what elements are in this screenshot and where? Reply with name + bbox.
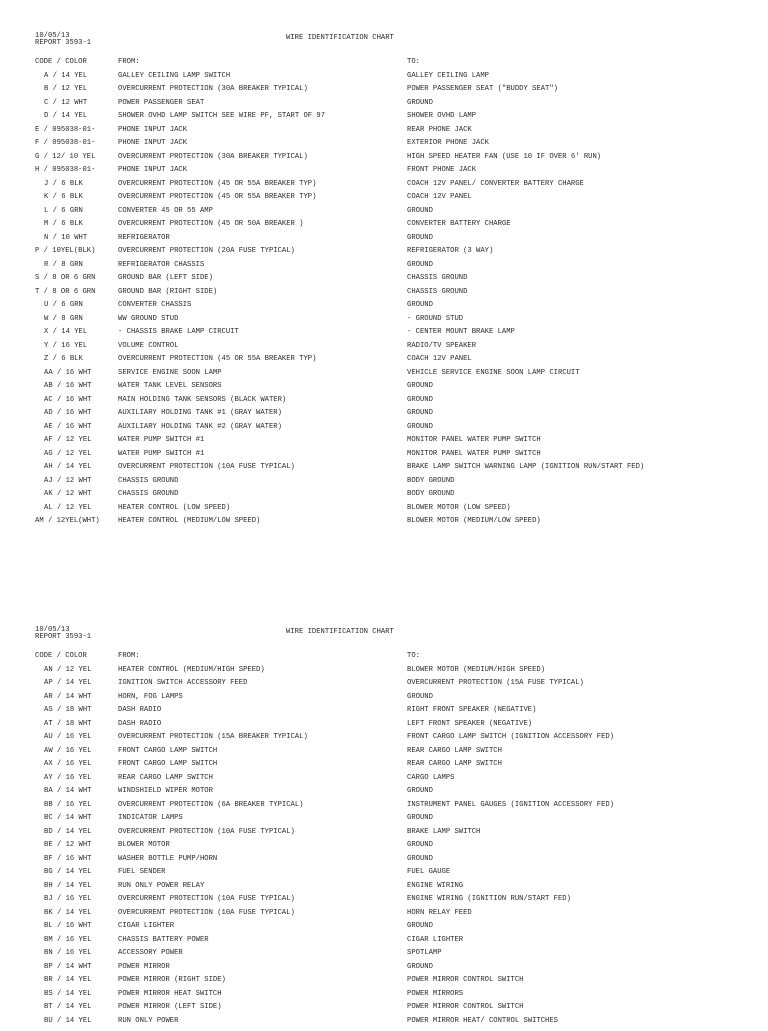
table-row bbox=[0, 194, 768, 208]
wire-from: FRONT CARGO LAMP SWITCH bbox=[118, 748, 217, 755]
wire-to: COACH 12V PANEL bbox=[407, 194, 472, 201]
wire-code: AR / 14 WHT bbox=[44, 694, 91, 701]
wire-code: D / 14 YEL bbox=[44, 113, 87, 120]
wire-from: OVERCURRENT PROTECTION (10A FUSE TYPICAL) bbox=[118, 829, 295, 836]
column-header-from: FROM: bbox=[118, 59, 140, 66]
table-row bbox=[0, 100, 768, 114]
wire-from: POWER MIRROR (LEFT SIDE) bbox=[118, 1004, 222, 1011]
wire-from: DASH RADIO bbox=[118, 707, 161, 714]
wire-to: MONITOR PANEL WATER PUMP SWITCH bbox=[407, 451, 541, 458]
wire-code: AY / 16 YEL bbox=[44, 775, 91, 782]
wire-to: REAR CARGO LAMP SWITCH bbox=[407, 761, 502, 768]
wire-code: R / 8 GRN bbox=[44, 262, 83, 269]
wire-to: BRAKE LAMP SWITCH bbox=[407, 829, 480, 836]
wire-from: RUN ONLY POWER RELAY bbox=[118, 883, 204, 890]
table-row bbox=[0, 734, 768, 748]
wire-to: INSTRUMENT PANEL GAUGES (IGNITION ACCESSORY FED) bbox=[407, 802, 614, 809]
wire-from: CONVERTER CHASSIS bbox=[118, 302, 191, 309]
table-row bbox=[0, 248, 768, 262]
wire-from: CHASSIS GROUND bbox=[118, 478, 178, 485]
wire-code: W / 8 GRN bbox=[44, 316, 83, 323]
wire-code: Y / 16 YEL bbox=[44, 343, 87, 350]
table-row bbox=[0, 383, 768, 397]
table-row bbox=[0, 505, 768, 519]
wire-from: POWER MIRROR bbox=[118, 964, 170, 971]
wire-code: BP / 14 WHT bbox=[44, 964, 91, 971]
wire-to: SPOTLAMP bbox=[407, 950, 442, 957]
table-row bbox=[0, 491, 768, 505]
wire-to: BODY GROUND bbox=[407, 478, 454, 485]
wire-code: BU / 14 YEL bbox=[44, 1018, 91, 1025]
wire-to: POWER MIRRORS bbox=[407, 991, 463, 998]
wire-code: BH / 14 YEL bbox=[44, 883, 91, 890]
wire-from: AUXILIARY HOLDING TANK #2 (GRAY WATER) bbox=[118, 424, 282, 431]
wire-from: OVERCURRENT PROTECTION (6A BREAKER TYPICAL) bbox=[118, 802, 303, 809]
wire-to: SHOWER OVHD LAMP bbox=[407, 113, 476, 120]
wire-from: CHASSIS GROUND bbox=[118, 491, 178, 498]
column-header-to: TO: bbox=[407, 59, 420, 66]
wire-from: WATER PUMP SWITCH #1 bbox=[118, 451, 204, 458]
column-headers bbox=[0, 653, 768, 667]
wire-to: GROUND bbox=[407, 815, 433, 822]
wire-code: AX / 16 YEL bbox=[44, 761, 91, 768]
table-row bbox=[0, 937, 768, 951]
table-row bbox=[0, 397, 768, 411]
table-row bbox=[0, 950, 768, 964]
wire-to: COACH 12V PANEL/ CONVERTER BATTERY CHARGE bbox=[407, 181, 584, 188]
wire-code: BT / 14 YEL bbox=[44, 1004, 91, 1011]
wire-code: P / 10YEL(BLK) bbox=[35, 248, 95, 255]
table-row bbox=[0, 829, 768, 843]
wire-to: GROUND bbox=[407, 923, 433, 930]
table-row bbox=[0, 370, 768, 384]
wire-code: AC / 16 WHT bbox=[44, 397, 91, 404]
report-number: REPORT 3593-1 bbox=[35, 40, 91, 47]
table-row bbox=[0, 842, 768, 856]
table-row bbox=[0, 667, 768, 681]
table-row bbox=[0, 410, 768, 424]
wire-code: T / 8 OR 6 GRN bbox=[35, 289, 95, 296]
wire-to: GROUND bbox=[407, 100, 433, 107]
wire-from: OVERCURRENT PROTECTION (30A BREAKER TYPICAL) bbox=[118, 86, 308, 93]
wire-from: - CHASSIS BRAKE LAMP CIRCUIT bbox=[118, 329, 239, 336]
wire-to: CHASSIS GROUND bbox=[407, 275, 467, 282]
table-row bbox=[0, 910, 768, 924]
report-number: REPORT 3593-1 bbox=[35, 634, 91, 641]
wire-code: AB / 16 WHT bbox=[44, 383, 91, 390]
table-row bbox=[0, 815, 768, 829]
wire-code: BC / 14 WHT bbox=[44, 815, 91, 822]
wire-to: BLOWER MOTOR (LOW SPEED) bbox=[407, 505, 511, 512]
wire-from: POWER MIRROR HEAT SWITCH bbox=[118, 991, 222, 998]
table-row bbox=[0, 856, 768, 870]
wire-from: OVERCURRENT PROTECTION (45 OR 55A BREAKER TYP) bbox=[118, 194, 316, 201]
wire-from: FUEL SENDER bbox=[118, 869, 165, 876]
wire-from: WATER TANK LEVEL SENSORS bbox=[118, 383, 222, 390]
wire-code: BK / 14 YEL bbox=[44, 910, 91, 917]
table-row bbox=[0, 208, 768, 222]
wire-from: OVERCURRENT PROTECTION (45 OR 55A BREAKER TYP) bbox=[118, 356, 316, 363]
wire-code: Z / 6 BLK bbox=[44, 356, 83, 363]
wire-to: VEHICLE SERVICE ENGINE SOON LAMP CIRCUIT bbox=[407, 370, 580, 377]
wire-code: AL / 12 YEL bbox=[44, 505, 91, 512]
column-header-code: CODE / COLOR bbox=[35, 59, 87, 66]
wire-from: OVERCURRENT PROTECTION (10A FUSE TYPICAL) bbox=[118, 896, 295, 903]
table-row bbox=[0, 707, 768, 721]
wire-from: PHONE INPUT JACK bbox=[118, 167, 187, 174]
table-row bbox=[0, 221, 768, 235]
wire-to: GROUND bbox=[407, 964, 433, 971]
wire-code: A / 14 YEL bbox=[44, 73, 87, 80]
wire-to: ENGINE WIRING (IGNITION RUN/START FED) bbox=[407, 896, 571, 903]
wire-from: WW GROUND STUD bbox=[118, 316, 178, 323]
wire-to: - GROUND STUD bbox=[407, 316, 463, 323]
wire-code: AA / 16 WHT bbox=[44, 370, 91, 377]
wire-rows bbox=[0, 73, 768, 532]
table-row bbox=[0, 923, 768, 937]
wire-from: POWER MIRROR (RIGHT SIDE) bbox=[118, 977, 226, 984]
table-row bbox=[0, 262, 768, 276]
wire-from: PHONE INPUT JACK bbox=[118, 127, 187, 134]
wire-to: BLOWER MOTOR (MEDIUM/HIGH SPEED) bbox=[407, 667, 545, 674]
wire-from: FRONT CARGO LAMP SWITCH bbox=[118, 761, 217, 768]
wire-to: - CENTER MOUNT BRAKE LAMP bbox=[407, 329, 515, 336]
wire-code: AU / 16 YEL bbox=[44, 734, 91, 741]
table-row bbox=[0, 464, 768, 478]
wire-from: OVERCURRENT PROTECTION (20A FUSE TYPICAL) bbox=[118, 248, 295, 255]
table-row bbox=[0, 73, 768, 87]
table-row bbox=[0, 1004, 768, 1018]
wire-code: BA / 14 WHT bbox=[44, 788, 91, 795]
wire-from: HEATER CONTROL (MEDIUM/LOW SPEED) bbox=[118, 518, 260, 525]
wire-to: POWER MIRROR HEAT/ CONTROL SWITCHES bbox=[407, 1018, 558, 1025]
table-row bbox=[0, 154, 768, 168]
wire-to: GROUND bbox=[407, 397, 433, 404]
table-row bbox=[0, 127, 768, 141]
wire-from: CIGAR LIGHTER bbox=[118, 923, 174, 930]
wire-to: EXTERIOR PHONE JACK bbox=[407, 140, 489, 147]
wire-code: M / 6 BLK bbox=[44, 221, 83, 228]
column-header-from: FROM: bbox=[118, 653, 140, 660]
page-header bbox=[0, 33, 768, 59]
wire-code: H / 095038-01- bbox=[35, 167, 95, 174]
table-row bbox=[0, 518, 768, 532]
wire-from: GALLEY CEILING LAMP SWITCH bbox=[118, 73, 230, 80]
wire-from: VOLUME CONTROL bbox=[118, 343, 178, 350]
wire-from: INDICATOR LAMPS bbox=[118, 815, 183, 822]
wire-to: OVERCURRENT PROTECTION (15A FUSE TYPICAL) bbox=[407, 680, 584, 687]
wire-from: WATER PUMP SWITCH #1 bbox=[118, 437, 204, 444]
wire-from: GROUND BAR (RIGHT SIDE) bbox=[118, 289, 217, 296]
table-row bbox=[0, 113, 768, 127]
wire-to: GROUND bbox=[407, 383, 433, 390]
wire-to: GROUND bbox=[407, 235, 433, 242]
wire-from: HORN, FOG LAMPS bbox=[118, 694, 183, 701]
wire-from: REAR CARGO LAMP SWITCH bbox=[118, 775, 213, 782]
wire-from: MAIN HOLDING TANK SENSORS (BLACK WATER) bbox=[118, 397, 286, 404]
wire-to: CIGAR LIGHTER bbox=[407, 937, 463, 944]
table-row bbox=[0, 802, 768, 816]
wire-to: GROUND bbox=[407, 208, 433, 215]
wire-code: AE / 16 WHT bbox=[44, 424, 91, 431]
wire-code: L / 6 GRN bbox=[44, 208, 83, 215]
wire-code: BD / 14 YEL bbox=[44, 829, 91, 836]
wire-to: POWER MIRROR CONTROL SWITCH bbox=[407, 977, 523, 984]
table-row bbox=[0, 275, 768, 289]
page-header bbox=[0, 627, 768, 653]
chart-title: WIRE IDENTIFICATION CHART bbox=[286, 35, 394, 42]
wire-to: REAR PHONE JACK bbox=[407, 127, 472, 134]
table-row bbox=[0, 883, 768, 897]
wire-to: POWER MIRROR CONTROL SWITCH bbox=[407, 1004, 523, 1011]
wire-code: AT / 18 WHT bbox=[44, 721, 91, 728]
wire-code: AG / 12 YEL bbox=[44, 451, 91, 458]
wire-to: GROUND bbox=[407, 694, 433, 701]
wire-from: OVERCURRENT PROTECTION (30A BREAKER TYPICAL) bbox=[118, 154, 308, 161]
table-row bbox=[0, 964, 768, 978]
table-row bbox=[0, 86, 768, 100]
wire-to: MONITOR PANEL WATER PUMP SWITCH bbox=[407, 437, 541, 444]
wire-from: GROUND BAR (LEFT SIDE) bbox=[118, 275, 213, 282]
wire-from: AUXILIARY HOLDING TANK #1 (GRAY WATER) bbox=[118, 410, 282, 417]
wire-code: BJ / 16 YEL bbox=[44, 896, 91, 903]
wire-from: RUN ONLY POWER bbox=[118, 1018, 178, 1025]
wire-code: BS / 14 YEL bbox=[44, 991, 91, 998]
table-row bbox=[0, 302, 768, 316]
wire-code: BF / 16 WHT bbox=[44, 856, 91, 863]
wire-code: AK / 12 WHT bbox=[44, 491, 91, 498]
wire-from: HEATER CONTROL (MEDIUM/HIGH SPEED) bbox=[118, 667, 265, 674]
wire-from: OVERCURRENT PROTECTION (10A FUSE TYPICAL) bbox=[118, 910, 295, 917]
table-row bbox=[0, 991, 768, 1005]
table-row bbox=[0, 437, 768, 451]
table-row bbox=[0, 424, 768, 438]
report-date: 10/05/13 bbox=[35, 33, 70, 40]
wire-from: OVERCURRENT PROTECTION (45 OR 55A BREAKER TYP) bbox=[118, 181, 316, 188]
table-row bbox=[0, 869, 768, 883]
table-row bbox=[0, 356, 768, 370]
table-row bbox=[0, 329, 768, 343]
wire-to: GROUND bbox=[407, 424, 433, 431]
wire-code: F / 095038-01- bbox=[35, 140, 95, 147]
wire-to: FUEL GAUGE bbox=[407, 869, 450, 876]
table-row bbox=[0, 167, 768, 181]
wire-to: COACH 12V PANEL bbox=[407, 356, 472, 363]
column-header-to: TO: bbox=[407, 653, 420, 660]
wire-code: K / 6 BLK bbox=[44, 194, 83, 201]
wire-from: CONVERTER 45 OR 55 AMP bbox=[118, 208, 213, 215]
wire-to: GROUND bbox=[407, 856, 433, 863]
wire-code: AN / 12 YEL bbox=[44, 667, 91, 674]
wire-from: REFRIGERATOR CHASSIS bbox=[118, 262, 204, 269]
wire-from: CHASSIS BATTERY POWER bbox=[118, 937, 209, 944]
wire-from: HEATER CONTROL (LOW SPEED) bbox=[118, 505, 230, 512]
wire-code: AH / 14 YEL bbox=[44, 464, 91, 471]
wire-from: OVERCURRENT PROTECTION (15A BREAKER TYPICAL) bbox=[118, 734, 308, 741]
wire-to: RIGHT FRONT SPEAKER (NEGATIVE) bbox=[407, 707, 536, 714]
wire-to: BRAKE LAMP SWITCH WARNING LAMP (IGNITION RUN/START FED) bbox=[407, 464, 644, 471]
chart-title: WIRE IDENTIFICATION CHART bbox=[286, 629, 394, 636]
wire-to: LEFT FRONT SPEAKER (NEGATIVE) bbox=[407, 721, 532, 728]
wire-to: REFRIGERATOR (3 WAY) bbox=[407, 248, 493, 255]
wire-code: B / 12 YEL bbox=[44, 86, 87, 93]
wire-from: POWER PASSENGER SEAT bbox=[118, 100, 204, 107]
wire-from: SHOWER OVHD LAMP SWITCH SEE WIRE PF, START OF 97 bbox=[118, 113, 325, 120]
table-row bbox=[0, 775, 768, 789]
wire-code: G / 12/ 10 YEL bbox=[35, 154, 95, 161]
wire-to: REAR CARGO LAMP SWITCH bbox=[407, 748, 502, 755]
wire-from: REFRIGERATOR bbox=[118, 235, 170, 242]
wire-code: X / 14 YEL bbox=[44, 329, 87, 336]
wire-code: BN / 16 YEL bbox=[44, 950, 91, 957]
wire-to: GROUND bbox=[407, 788, 433, 795]
wire-code: AS / 18 WHT bbox=[44, 707, 91, 714]
wire-to: BODY GROUND bbox=[407, 491, 454, 498]
wire-code: BB / 16 YEL bbox=[44, 802, 91, 809]
wire-code: BL / 16 WHT bbox=[44, 923, 91, 930]
wire-code: E / 095038-01- bbox=[35, 127, 95, 134]
wire-from: PHONE INPUT JACK bbox=[118, 140, 187, 147]
table-row bbox=[0, 316, 768, 330]
wire-code: BR / 14 YEL bbox=[44, 977, 91, 984]
wire-to: CARGO LAMPS bbox=[407, 775, 454, 782]
wire-code: BM / 16 YEL bbox=[44, 937, 91, 944]
wire-code: J / 6 BLK bbox=[44, 181, 83, 188]
table-row bbox=[0, 478, 768, 492]
wire-to: HIGH SPEED HEATER FAN (USE 10 IF OVER 6' RUN) bbox=[407, 154, 601, 161]
table-row bbox=[0, 694, 768, 708]
chart-page-2 bbox=[0, 627, 768, 1031]
wire-code: AM / 12YEL(WHT) bbox=[35, 518, 100, 525]
wire-from: SERVICE ENGINE SOON LAMP bbox=[118, 370, 222, 377]
table-row bbox=[0, 235, 768, 249]
wire-code: N / 10 WHT bbox=[44, 235, 87, 242]
wire-from: WINDSHIELD WIPER MOTOR bbox=[118, 788, 213, 795]
wire-from: ACCESSORY POWER bbox=[118, 950, 183, 957]
wire-to: ENGINE WIRING bbox=[407, 883, 463, 890]
wire-code: C / 12 WHT bbox=[44, 100, 87, 107]
wire-to: HORN RELAY FEED bbox=[407, 910, 472, 917]
table-row bbox=[0, 181, 768, 195]
table-row bbox=[0, 343, 768, 357]
column-header-code: CODE / COLOR bbox=[35, 653, 87, 660]
report-date: 10/05/13 bbox=[35, 627, 70, 634]
table-row bbox=[0, 721, 768, 735]
chart-page-1 bbox=[0, 33, 768, 532]
table-row bbox=[0, 788, 768, 802]
wire-to: CONVERTER BATTERY CHARGE bbox=[407, 221, 511, 228]
table-row bbox=[0, 680, 768, 694]
wire-code: BG / 14 YEL bbox=[44, 869, 91, 876]
wire-to: GROUND bbox=[407, 410, 433, 417]
wire-to: RADIO/TV SPEAKER bbox=[407, 343, 476, 350]
wire-from: OVERCURRENT PROTECTION (10A FUSE TYPICAL) bbox=[118, 464, 295, 471]
wire-from: DASH RADIO bbox=[118, 721, 161, 728]
table-row bbox=[0, 977, 768, 991]
table-row bbox=[0, 289, 768, 303]
wire-rows bbox=[0, 667, 768, 1031]
wire-to: CHASSIS GROUND bbox=[407, 289, 467, 296]
wire-to: POWER PASSENGER SEAT ("BUDDY SEAT") bbox=[407, 86, 558, 93]
wire-code: AD / 16 WHT bbox=[44, 410, 91, 417]
table-row bbox=[0, 761, 768, 775]
wire-to: FRONT PHONE JACK bbox=[407, 167, 476, 174]
wire-to: GROUND bbox=[407, 262, 433, 269]
wire-to: GROUND bbox=[407, 302, 433, 309]
table-row bbox=[0, 451, 768, 465]
wire-code: S / 8 OR 6 GRN bbox=[35, 275, 95, 282]
wire-from: IGNITION SWITCH ACCESSORY FEED bbox=[118, 680, 247, 687]
wire-code: AW / 16 YEL bbox=[44, 748, 91, 755]
wire-code: BE / 12 WHT bbox=[44, 842, 91, 849]
wire-from: BLOWER MOTOR bbox=[118, 842, 170, 849]
wire-from: OVERCURRENT PROTECTION (45 OR 50A BREAKER ) bbox=[118, 221, 303, 228]
column-headers bbox=[0, 59, 768, 73]
table-row bbox=[0, 140, 768, 154]
table-row bbox=[0, 1018, 768, 1031]
table-row bbox=[0, 748, 768, 762]
wire-to: BLOWER MOTOR (MEDIUM/LOW SPEED) bbox=[407, 518, 541, 525]
wire-code: AP / 14 YEL bbox=[44, 680, 91, 687]
wire-to: FRONT CARGO LAMP SWITCH (IGNITION ACCESSORY FED) bbox=[407, 734, 614, 741]
wire-from: WASHER BOTTLE PUMP/HORN bbox=[118, 856, 217, 863]
wire-code: U / 6 GRN bbox=[44, 302, 83, 309]
wire-code: AJ / 12 WHT bbox=[44, 478, 91, 485]
table-row bbox=[0, 896, 768, 910]
wire-to: GROUND bbox=[407, 842, 433, 849]
wire-to: GALLEY CEILING LAMP bbox=[407, 73, 489, 80]
wire-code: AF / 12 YEL bbox=[44, 437, 91, 444]
